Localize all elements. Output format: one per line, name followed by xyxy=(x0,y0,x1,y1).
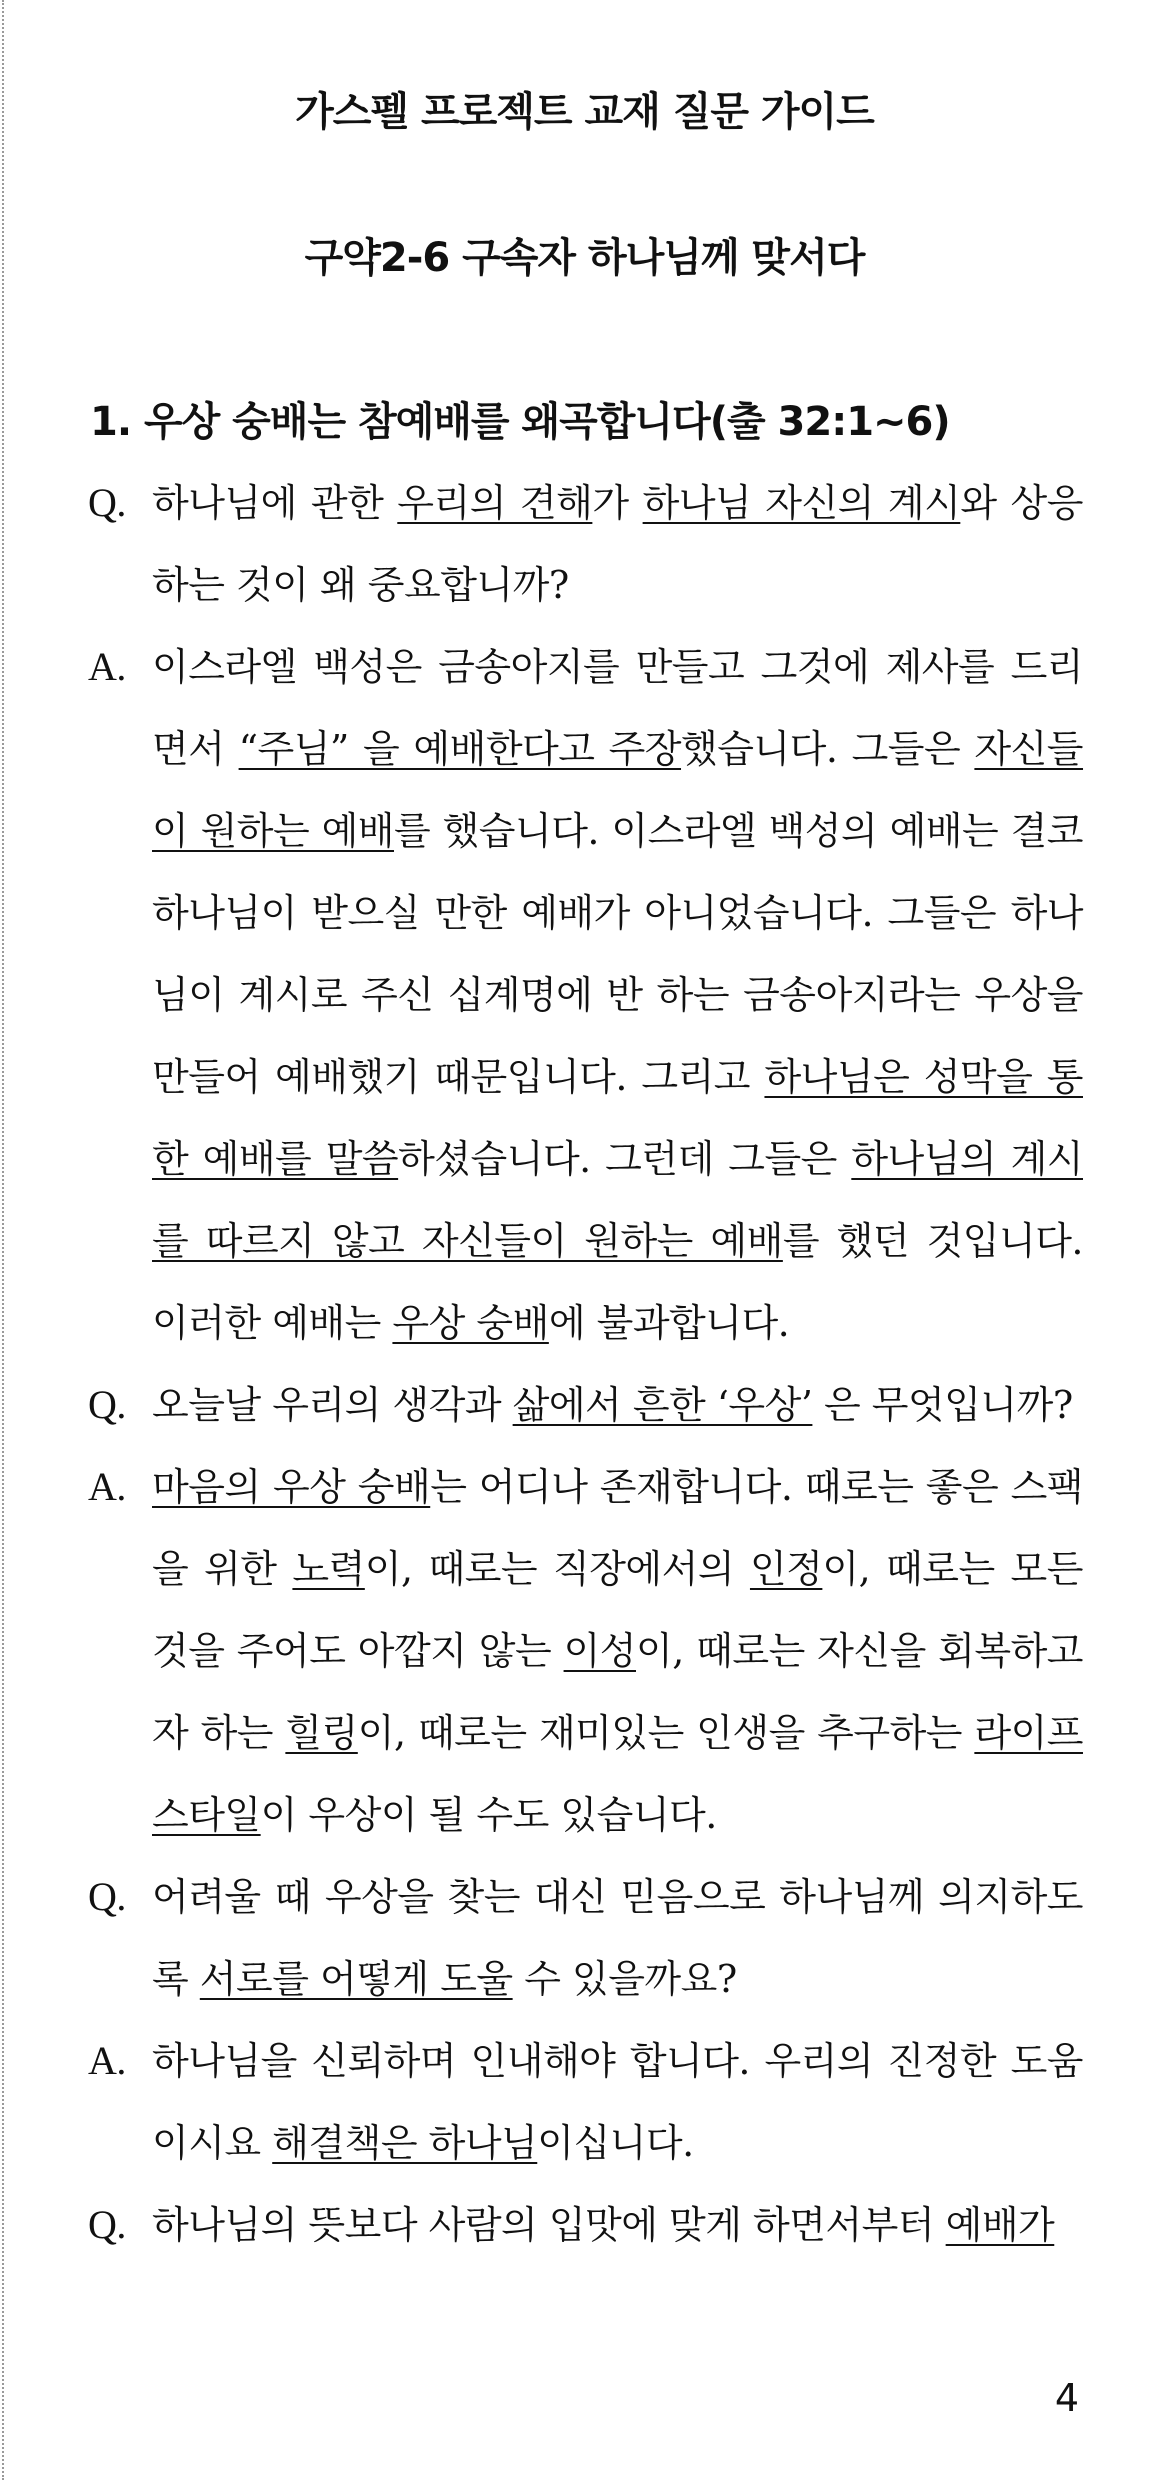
answer-item xyxy=(88,626,1083,1364)
underlined-text: 이성 xyxy=(563,1629,636,1673)
body-text: 이, 때로는 자신을 회복하고자 하는 xyxy=(152,1629,1083,1755)
answer-label: A. xyxy=(88,644,126,689)
page-number: 4 xyxy=(1054,2376,1079,2420)
body-text: 수 있을까요? xyxy=(512,1957,737,2001)
lesson-title: 구약2-6 구속자 하나님께 맞서다 xyxy=(304,235,865,281)
underlined-text: 해결책은 하나님 xyxy=(272,2121,538,2165)
underlined-text: 하나님 자신의 계시 xyxy=(642,481,961,525)
body-text: 어려울 때 우상을 찾는 대신 믿음으로 하나님께 의지하도록 xyxy=(152,1875,1083,2001)
underlined-text: 우상 숭배 xyxy=(392,1301,549,1345)
underlined-text: “주님” 을 예배한다고 주장 xyxy=(238,727,682,771)
body-text: 와 상응하는 것이 왜 중요합니까? xyxy=(152,481,1083,607)
question-item xyxy=(88,1856,1083,2020)
underlined-text: 라이프스타일 xyxy=(152,1711,1083,1837)
page-edge-dotted-line xyxy=(2,0,4,2480)
underlined-text: 자신들이 원하는 예배 xyxy=(152,727,1084,853)
body-text: 에 불과합니다. xyxy=(548,1301,790,1345)
question-label: Q. xyxy=(88,1874,126,1919)
body-text: 은 무엇입니까? xyxy=(812,1383,1073,1427)
body-text: 하나님에 관한 xyxy=(152,481,398,525)
body-text: 하셨습니다. 그런데 그들은 xyxy=(398,1137,852,1181)
underlined-text: 인정 xyxy=(749,1547,823,1591)
underlined-text: 마음의 우상 숭배 xyxy=(152,1465,431,1509)
underlined-text: 예배가 xyxy=(945,2203,1055,2247)
body-text: 했습니다. 그들은 xyxy=(681,727,975,771)
body-text: 이, 때로는 직장에서의 xyxy=(364,1547,750,1591)
answer-item xyxy=(88,1446,1083,1856)
qa-list xyxy=(88,462,1083,2266)
body-text: 를 했던 것입니다. 이러한 예배는 xyxy=(152,1219,1083,1345)
answer-label: A. xyxy=(88,2038,126,2083)
header-title: 가스펠 프로젝트 교재 질문 가이드 xyxy=(295,89,874,135)
underlined-text: 우리의 견해 xyxy=(397,481,593,525)
body-text: 이십니다. xyxy=(537,2121,694,2165)
body-text: 하나님을 신뢰하며 인내해야 합니다. 우리의 진정한 도움이시요 xyxy=(152,2039,1083,2165)
underlined-text: 하나님의 계시를 따르지 않고 자신들이 원하는 예배 xyxy=(152,1137,1083,1263)
body-text: 이스라엘 백성은 금송아지를 만들고 그것에 제사를 드리면서 xyxy=(152,645,1083,771)
body-text: 이 우상이 될 수도 있습니다. xyxy=(260,1793,717,1837)
underlined-text: 서로를 어떻게 도울 xyxy=(199,1957,513,2001)
body-text: 가 xyxy=(592,481,643,525)
body-text: 하나님의 뜻보다 사람의 입맛에 맞게 하면서부터 xyxy=(152,2203,946,2247)
underlined-text: 삶에서 흔한 ‘우상’ xyxy=(512,1383,813,1427)
answer-item xyxy=(88,2020,1083,2184)
question-label: Q. xyxy=(88,480,126,525)
section-heading: 1. 우상 숭배는 참예배를 왜곡합니다(출 32:1~6) xyxy=(90,399,950,445)
body-text: 이, 때로는 재미있는 인생을 추구하는 xyxy=(357,1711,975,1755)
body-text: 오늘날 우리의 생각과 xyxy=(152,1383,513,1427)
question-item xyxy=(88,2184,1083,2266)
underlined-text: 힐링 xyxy=(285,1711,358,1755)
answer-label: A. xyxy=(88,1464,126,1509)
body-text: 를 했습니다. 이스라엘 백성의 예배는 결코 하나님이 받으실 만한 예배가 아니었습니다. 그들은 하나님이 계시로 주신 십계명에 반 하는 금송아지라는 우상을 만들어 예배했기 때문입니다. 그리고 xyxy=(152,809,1083,1099)
question-label: Q. xyxy=(88,2202,126,2247)
underlined-text: 노력 xyxy=(292,1547,365,1591)
body-text: 는 어디나 존재합니다. 때로는 좋은 스팩을 위한 xyxy=(152,1465,1083,1591)
question-item xyxy=(88,1364,1083,1446)
question-label: Q. xyxy=(88,1382,126,1427)
underlined-text: 하나님은 성막을 통한 예배를 말씀 xyxy=(152,1055,1083,1181)
body-text: 이, 때로는 모든 것을 주어도 아깝지 않는 xyxy=(152,1547,1083,1673)
question-item xyxy=(88,462,1083,626)
